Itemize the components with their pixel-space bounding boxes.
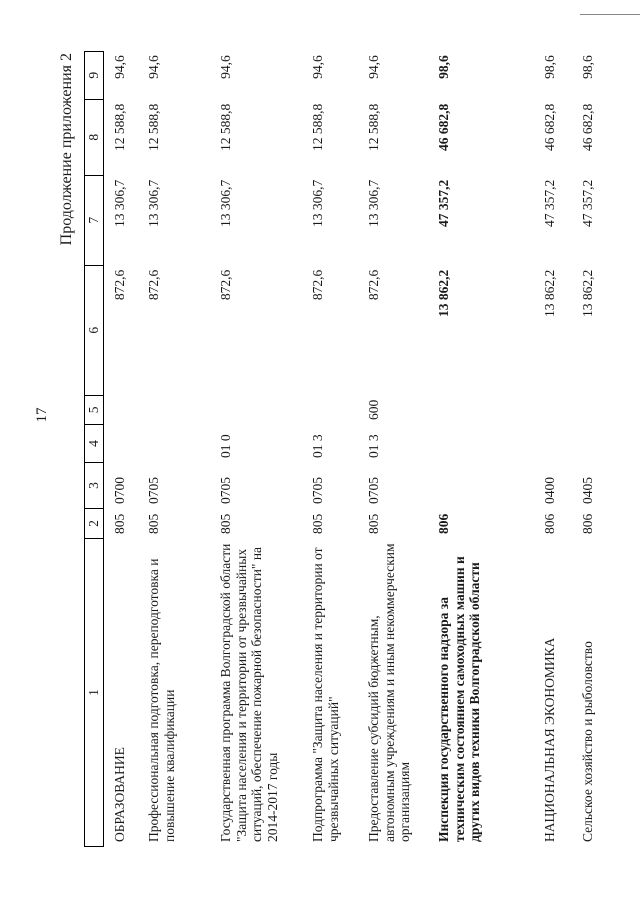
cell-c8: 46 682,8 bbox=[580, 103, 595, 151]
cell-c7: 13 306,7 bbox=[310, 179, 325, 227]
cell-c8: 12 588,8 bbox=[146, 103, 161, 151]
column-header: 6 bbox=[85, 265, 104, 395]
cell-c5 bbox=[308, 395, 358, 424]
cell-c4: 01 3 bbox=[310, 434, 325, 458]
cell-c7: 13 306,7 bbox=[146, 179, 161, 227]
cell-c8: 12 588,8 bbox=[218, 103, 233, 151]
cell-c4: 01 3 bbox=[366, 434, 381, 458]
row-name: Предоставление субсидий бюджетным, автономным учреждениям и иным некоммерческим организациям bbox=[366, 543, 413, 842]
cell-c2: 805 bbox=[112, 513, 127, 534]
cell-c9: 94,6 bbox=[146, 55, 161, 79]
cell-c5 bbox=[216, 395, 302, 424]
cell-c9: 94,6 bbox=[366, 55, 381, 79]
table-row bbox=[364, 51, 428, 846]
cell-c3: 0400 bbox=[542, 477, 557, 504]
cell-c3: 0705 bbox=[366, 477, 381, 504]
cell-c6: 872,6 bbox=[146, 269, 161, 301]
row-name: ОБРАЗОВАНИЕ bbox=[112, 747, 127, 842]
cell-c7: 47 357,2 bbox=[580, 179, 595, 227]
cell-c5 bbox=[110, 395, 138, 424]
cell-c5 bbox=[434, 395, 534, 424]
cell-c5 bbox=[540, 395, 572, 424]
row-name: Сельское хозяйство и рыболовство bbox=[580, 641, 595, 842]
cell-c2: 805 bbox=[366, 513, 381, 534]
row-name: Подпрограмма "Защита населения и территории от чрезвычайных ситуаций" bbox=[310, 547, 341, 842]
column-header: 2 bbox=[85, 509, 104, 539]
cell-c8: 46 682,8 bbox=[436, 103, 451, 151]
cell-c7: 13 306,7 bbox=[366, 179, 381, 227]
cell-c9: 98,6 bbox=[542, 55, 557, 79]
cell-c6: 13 862,2 bbox=[542, 269, 557, 317]
cell-c8: 12 588,8 bbox=[112, 103, 127, 151]
cell-c3: 0705 bbox=[310, 477, 325, 504]
cell-c9: 98,6 bbox=[436, 55, 451, 79]
page-number: 17 bbox=[34, 407, 50, 423]
cell-c9: 94,6 bbox=[112, 55, 127, 79]
row-name: Профессиональная подготовка, переподготовка и повышение квалификации bbox=[146, 558, 177, 842]
cell-c6: 13 862,2 bbox=[580, 269, 595, 317]
cell-c4 bbox=[110, 425, 138, 463]
column-header: 5 bbox=[85, 395, 104, 424]
cell-c8: 12 588,8 bbox=[366, 103, 381, 151]
table-row bbox=[308, 51, 358, 846]
cell-c5: 600 bbox=[366, 399, 381, 420]
column-header: 1 bbox=[85, 539, 104, 847]
budget-table bbox=[84, 51, 610, 847]
table-row bbox=[578, 51, 610, 846]
cell-c2: 805 bbox=[310, 513, 325, 534]
column-header: 8 bbox=[85, 99, 104, 175]
cell-c4 bbox=[144, 425, 210, 463]
column-header: 7 bbox=[85, 175, 104, 265]
table-row bbox=[540, 51, 572, 846]
cell-c4 bbox=[540, 425, 572, 463]
cell-c6: 13 862,2 bbox=[436, 269, 451, 317]
cell-c9: 94,6 bbox=[310, 55, 325, 79]
cell-c6: 872,6 bbox=[112, 269, 127, 301]
cell-c8: 46 682,8 bbox=[542, 103, 557, 151]
table-row bbox=[144, 51, 210, 846]
table-row bbox=[110, 51, 138, 846]
cell-c3 bbox=[434, 463, 534, 509]
table-row bbox=[434, 51, 534, 846]
row-name: Государственная программа Волгоградской области "Защита населения и территории от чрезвычайных ситуаций, обеспечение пожарной безопасности" на 2014-2017 годы bbox=[218, 543, 280, 842]
row-name: Инспекция государственного надзора за техническим состоянием самоходных машин и других видов техники Волгоградской области bbox=[436, 556, 483, 842]
cell-c6: 872,6 bbox=[310, 269, 325, 301]
cell-c7: 13 306,7 bbox=[218, 179, 233, 227]
cell-c3: 0405 bbox=[580, 477, 595, 504]
column-header: 9 bbox=[85, 51, 104, 99]
column-number-row bbox=[85, 51, 104, 846]
cell-c4 bbox=[434, 425, 534, 463]
cell-c9: 98,6 bbox=[580, 55, 595, 79]
cell-c3: 0700 bbox=[112, 477, 127, 504]
cell-c6: 872,6 bbox=[366, 269, 381, 301]
cell-c4 bbox=[578, 425, 610, 463]
cell-c9: 94,6 bbox=[218, 55, 233, 79]
cell-c2: 806 bbox=[542, 513, 557, 534]
cell-c7: 47 357,2 bbox=[542, 179, 557, 227]
cell-c2: 806 bbox=[580, 513, 595, 534]
cell-c7: 47 357,2 bbox=[436, 179, 451, 227]
row-name: НАЦИОНАЛЬНАЯ ЭКОНОМИКА bbox=[542, 637, 557, 842]
cell-c5 bbox=[144, 395, 210, 424]
cell-c3: 0705 bbox=[218, 477, 233, 504]
cell-c3: 0705 bbox=[146, 477, 161, 504]
cell-c2: 805 bbox=[146, 513, 161, 534]
cell-c7: 13 306,7 bbox=[112, 179, 127, 227]
cell-c8: 12 588,8 bbox=[310, 103, 325, 151]
continuation-title: Продолжение приложения 2 bbox=[58, 53, 75, 246]
column-header: 4 bbox=[85, 425, 104, 463]
cell-c5 bbox=[578, 395, 610, 424]
table-body bbox=[104, 51, 611, 846]
table-row bbox=[216, 51, 302, 846]
cell-c2: 806 bbox=[436, 513, 451, 534]
column-header: 3 bbox=[85, 463, 104, 509]
cell-c2: 805 bbox=[218, 513, 233, 534]
cell-c6: 872,6 bbox=[218, 269, 233, 301]
cell-c4: 01 0 bbox=[218, 434, 233, 458]
